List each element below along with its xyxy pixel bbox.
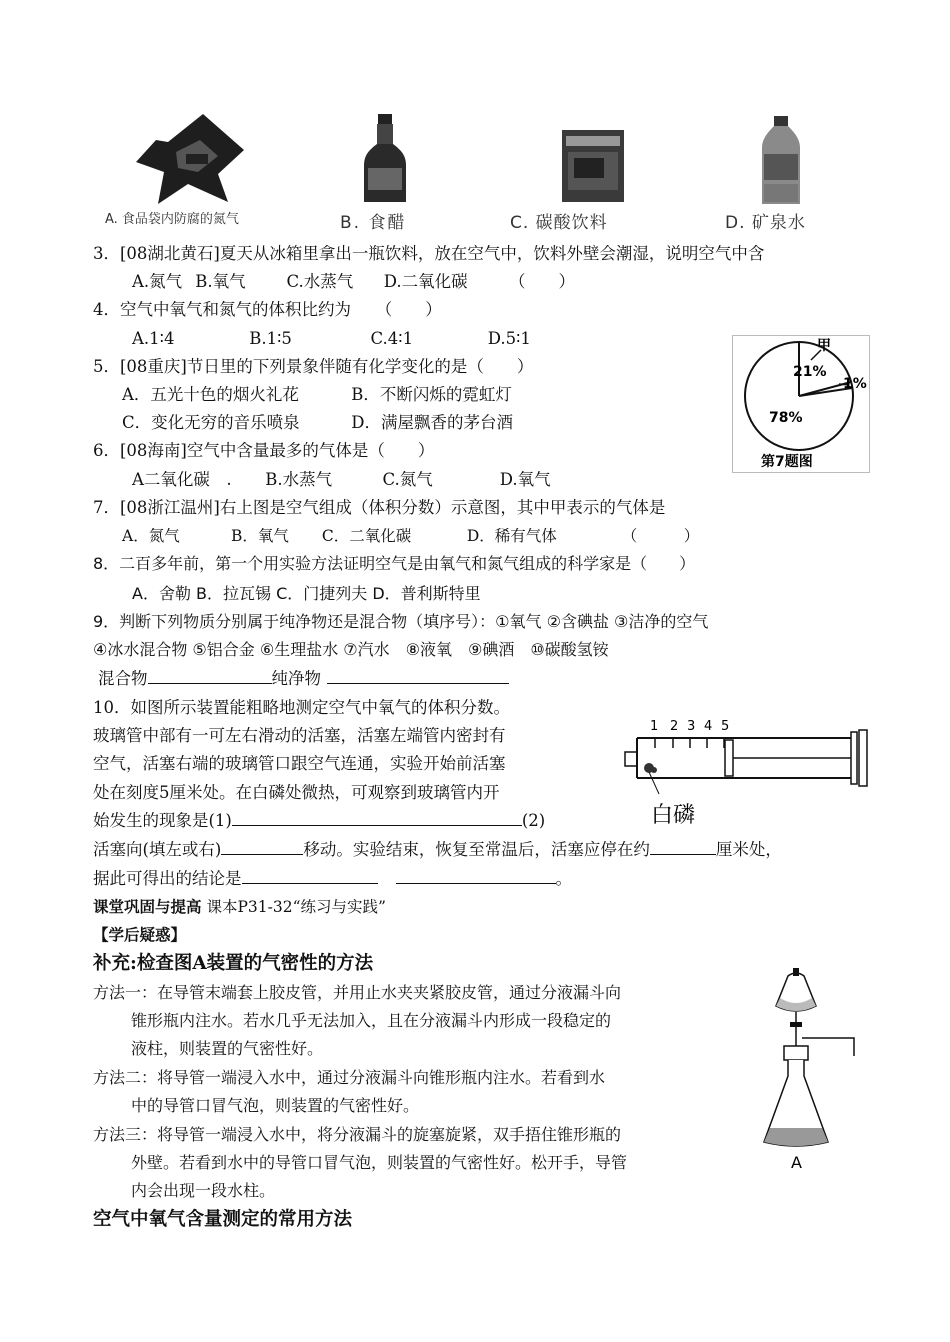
phenomenon-blank-1[interactable]	[232, 810, 522, 826]
syringe-tick-2: 2	[670, 719, 679, 734]
method3-line1: 方法三：将导管一端浸入水中，将分液漏斗的旋塞旋紧，双手捂住锥形瓶的	[93, 1125, 622, 1144]
pure-blank[interactable]	[327, 668, 509, 684]
final-heading: 空气中氧气含量测定的常用方法	[93, 1209, 353, 1230]
conclusion-blank[interactable]	[242, 868, 378, 884]
method1-line2: 锥形瓶内注水。若水几乎无法加入，且在分液漏斗内形成一段稳定的	[131, 1011, 612, 1030]
q10-line2: 玻璃管中部有一可左右滑动的活塞，活塞左端管内密封有	[93, 726, 506, 745]
q5-text: 5．[08重庆]节日里的下列景象伴随有化学变化的是（ ）	[93, 357, 534, 376]
q4-text: 4．空气中氧气和氮气的体积比约为 （ ）	[93, 300, 442, 319]
q6-text: 6．[08海南]空气中含量最多的气体是（ ）	[93, 441, 435, 460]
pie-caption: 第7题图	[761, 454, 813, 470]
method3-line2: 外壁。若看到水中的导管口冒气泡，则装置的气密性好。松开手，导管	[131, 1153, 628, 1172]
syringe-tick-3: 3	[687, 719, 696, 734]
flask-label: A	[791, 1153, 802, 1172]
q5-options-row1: A．五光十色的烟火礼花 B．不断闪烁的霓虹灯	[122, 385, 512, 404]
q10-line1: 10．如图所示装置能粗略地测定空气中氧气的体积分数。	[93, 698, 510, 717]
white-phosphorus-label: 白磷	[651, 803, 696, 828]
doubts-heading: 【学后疑惑】	[93, 926, 187, 944]
image-vinegar-bottle	[360, 112, 410, 204]
supplement-title: 补充:检查图A装置的气密性的方法	[93, 953, 374, 974]
q10-line6: 活塞向(填左或右) 移动。实验结束，恢复至常温后，活塞应停在约 厘米处，	[93, 840, 782, 859]
caption-d: D. 矿泉水	[725, 213, 806, 233]
q6-options: A二氧化碳 . B.水蒸气 C.氮气 D.氧气	[132, 470, 551, 489]
q3-text: 3．[08湖北黄石]夏天从冰箱里拿出一瓶饮料，放在空气中，饮料外壁会潮湿，说明空气中含	[93, 244, 765, 263]
q10-line7: 据此可得出的结论是 。	[93, 869, 572, 888]
method2-line2: 中的导管口冒气泡，则装置的气密性好。	[131, 1096, 420, 1115]
conclusion-blank-2[interactable]	[396, 868, 556, 884]
caption-b: B. 食醋	[340, 213, 407, 233]
method3-line3: 内会出现一段水柱。	[131, 1181, 276, 1200]
q8-options: A．舍勒 B．拉瓦锡 C．门捷列夫 D．普利斯特里	[132, 584, 481, 603]
consolidate-line: 课堂巩固与提高 课本P31-32“练习与实践”	[93, 898, 386, 916]
syringe-tick-5: 5	[721, 719, 730, 734]
image-soda-can	[560, 128, 626, 204]
q5-options-row2: C．变化无穷的音乐喷泉 D．满屋飘香的茅台酒	[122, 413, 513, 432]
pie-figure	[732, 335, 870, 473]
q4-options: A.1∶4 B.1∶5 C.4∶1 D.5∶1	[132, 329, 531, 348]
q7-options: A．氮气 B．氧气 C．二氧化碳 D．稀有气体 （ ）	[122, 527, 700, 545]
syringe-tick-1: 1	[650, 719, 659, 734]
method2-line1: 方法二：将导管一端浸入水中，通过分液漏斗向锥形瓶内注水。若看到水	[93, 1068, 606, 1087]
syringe-tick-4: 4	[704, 719, 713, 734]
q10-line3: 空气，活塞右端的玻璃管口跟空气连通，实验开始前活塞	[93, 754, 506, 773]
q10-line5: 始发生的现象是(1) (2)	[93, 811, 546, 830]
q9-line1: 9．判断下列物质分别属于纯净物还是混合物（填序号）：①氧气 ②含碘盐 ③洁净的空气	[93, 612, 709, 631]
q3-options: A.氮气 B.氧气 C.水蒸气 D.二氧化碳 （ ）	[132, 272, 575, 291]
q9-line2: ④冰水混合物 ⑤铝合金 ⑥生理盐水 ⑦汽水 ⑧液氧 ⑨碘酒 ⑩碳酸氢铵	[93, 640, 609, 659]
pie-label-1: 1%	[843, 376, 867, 392]
image-water-bottle	[758, 114, 804, 206]
q8-text: 8．二百多年前，第一个用实验方法证明空气是由氧气和氮气组成的科学家是（ ）	[93, 554, 696, 573]
caption-a: A. 食品袋内防腐的氮气	[105, 212, 239, 227]
flask-apparatus-figure	[758, 966, 858, 1172]
pie-label-jia: 甲	[817, 338, 831, 354]
position-blank[interactable]	[650, 839, 716, 855]
image-food-bag	[128, 112, 246, 208]
caption-c: C. 碳酸饮料	[510, 213, 608, 233]
pie-label-21: 21%	[793, 364, 827, 380]
method1-line3: 液柱，则装置的气密性好。	[131, 1039, 324, 1058]
mixture-blank[interactable]	[148, 668, 272, 684]
pie-label-78: 78%	[769, 410, 803, 426]
syringe-figure	[615, 714, 875, 834]
method1-line1: 方法一：在导管末端套上胶皮管，并用止水夹夹紧胶皮管，通过分液漏斗向	[93, 983, 622, 1002]
q9-answer-line: 混合物 纯净物	[98, 667, 509, 691]
q7-text: 7．[08浙江温州]右上图是空气组成（体积分数）示意图，其中甲表示的气体是	[93, 498, 666, 517]
direction-blank[interactable]	[221, 839, 303, 855]
q10-line4: 处在刻度5厘米处。在白磷处微热，可观察到玻璃管内开	[93, 783, 500, 802]
